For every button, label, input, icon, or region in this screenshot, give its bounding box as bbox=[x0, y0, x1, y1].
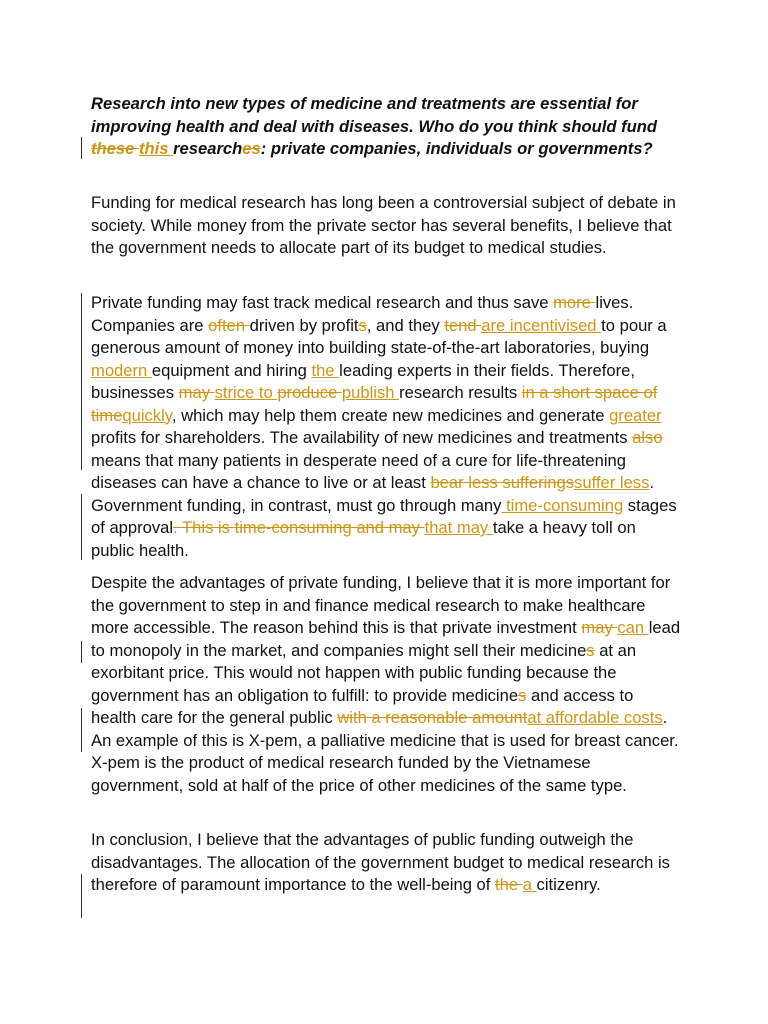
deleted-text: often bbox=[208, 315, 250, 335]
paragraph-text: Funding for medical research has long been a controversial subject of debate in society. While money from the private sector has several benefits, I believe that the government needs to allocate part of its budget to medical studies. bbox=[91, 193, 676, 257]
paragraph-private-funding bbox=[91, 292, 681, 562]
paragraph-text: equipment and hiring bbox=[151, 360, 312, 380]
deleted-text: in a short space of time bbox=[91, 383, 658, 425]
paragraph-text: Despite the advantages of private funding, I believe that it is more important for the government to step in and finance medical research to make healthcare more accessible. The reason behind this is that private investment bbox=[91, 573, 671, 637]
essay-question bbox=[91, 93, 681, 161]
question-text: Research into new types of medicine and treatments are essential for improving health and deal with diseases. Who do you think should fund bbox=[91, 94, 658, 136]
deleted-text: produce bbox=[277, 383, 342, 402]
paragraph-text: at an exorbitant price. This would not happen with public funding because the government has an obligation to fulfill: to provide medicine bbox=[91, 640, 637, 705]
inserted-text: quickly bbox=[122, 405, 172, 425]
paragraph-text: stages of approval bbox=[91, 495, 677, 537]
change-bar bbox=[81, 293, 82, 470]
paragraph-text: profits for shareholders. The availability of new medicines and treatments bbox=[91, 428, 633, 447]
paragraph-text: leading experts in their fields. Therefore, businesses bbox=[91, 360, 635, 402]
paragraph-text: . Government funding, in contrast, must go through many bbox=[91, 473, 654, 515]
paragraph-conclusion bbox=[91, 829, 681, 897]
change-bar bbox=[81, 137, 82, 159]
paragraph-text: Private funding may fast track medical research and thus save bbox=[91, 293, 554, 312]
deleted-text: with a reasonable amount bbox=[337, 708, 528, 727]
deleted-text: may bbox=[178, 383, 215, 402]
paragraph-text: to pour a generous amount of money into building state-of-the-art laboratories, buying bbox=[91, 315, 667, 357]
paragraph-text: means that many patients in desperate need of a cure for life-threatening diseases can have a chance to live or at least bbox=[91, 450, 627, 492]
deleted-text: tend bbox=[444, 315, 482, 335]
inserted-text: suffer less bbox=[574, 473, 650, 492]
paragraph-public-funding bbox=[91, 572, 681, 797]
paragraph-text: lives. Companies are bbox=[91, 293, 634, 335]
deleted-text: s bbox=[518, 685, 527, 705]
change-bar bbox=[81, 641, 82, 663]
inserted-text: the bbox=[311, 360, 340, 380]
deleted-text: es bbox=[242, 139, 261, 158]
inserted-text: are incentivised bbox=[481, 315, 602, 335]
paragraph-text: . An example of this is X-pem, a palliative medicine that is used for breast cancer. X-pem is the product of medical research funded by the Vietnamese government, sold at half of the price of other medicines of the same type. bbox=[91, 708, 679, 795]
deleted-text: also bbox=[632, 428, 663, 447]
inserted-text: at affordable costs bbox=[527, 708, 663, 727]
deleted-text: may bbox=[581, 618, 618, 637]
paragraph-text: , and they bbox=[366, 315, 445, 335]
paragraph-text: research results bbox=[399, 383, 522, 402]
inserted-text: greater bbox=[609, 405, 662, 425]
inserted-text: can bbox=[617, 618, 649, 637]
change-bar bbox=[81, 708, 82, 752]
paragraph-text: , which may help them create new medicines and generate bbox=[171, 405, 610, 425]
deleted-text: bear less sufferings bbox=[430, 473, 575, 492]
question-text: research bbox=[173, 139, 243, 158]
deleted-text: s bbox=[358, 315, 367, 335]
inserted-text: this bbox=[138, 139, 174, 158]
paragraph-text: lead to monopoly in the market, and companies might sell their medicine bbox=[91, 618, 681, 660]
inserted-text: publish bbox=[341, 383, 400, 402]
deleted-text: the bbox=[495, 875, 523, 894]
inserted-text: time-consuming bbox=[501, 495, 624, 515]
inserted-text: that may bbox=[424, 518, 493, 537]
paragraph-text: take a heavy toll on public health. bbox=[91, 518, 636, 560]
deleted-text: these bbox=[91, 139, 139, 158]
question-text: : private companies, individuals or governments? bbox=[260, 139, 653, 158]
change-bar bbox=[81, 494, 82, 560]
paragraph-text: citizenry. bbox=[536, 875, 601, 894]
deleted-text: more bbox=[553, 293, 596, 312]
inserted-text: modern bbox=[91, 360, 152, 380]
paragraph-text: driven by profit bbox=[249, 315, 359, 335]
paragraph-introduction bbox=[91, 192, 681, 260]
paragraph-text: In conclusion, I believe that the advantages of public funding outweigh the disadvantages. The allocation of the government budget to medical research is therefore of paramount importance to the well-being of bbox=[91, 830, 670, 894]
paragraph-text: and access to health care for the general public bbox=[91, 685, 634, 727]
change-bar bbox=[81, 874, 82, 918]
inserted-text: a bbox=[522, 875, 537, 894]
deleted-text: s bbox=[586, 640, 595, 660]
deleted-text: . This is time-consuming and may bbox=[173, 518, 425, 537]
inserted-text: strice to bbox=[214, 383, 278, 402]
